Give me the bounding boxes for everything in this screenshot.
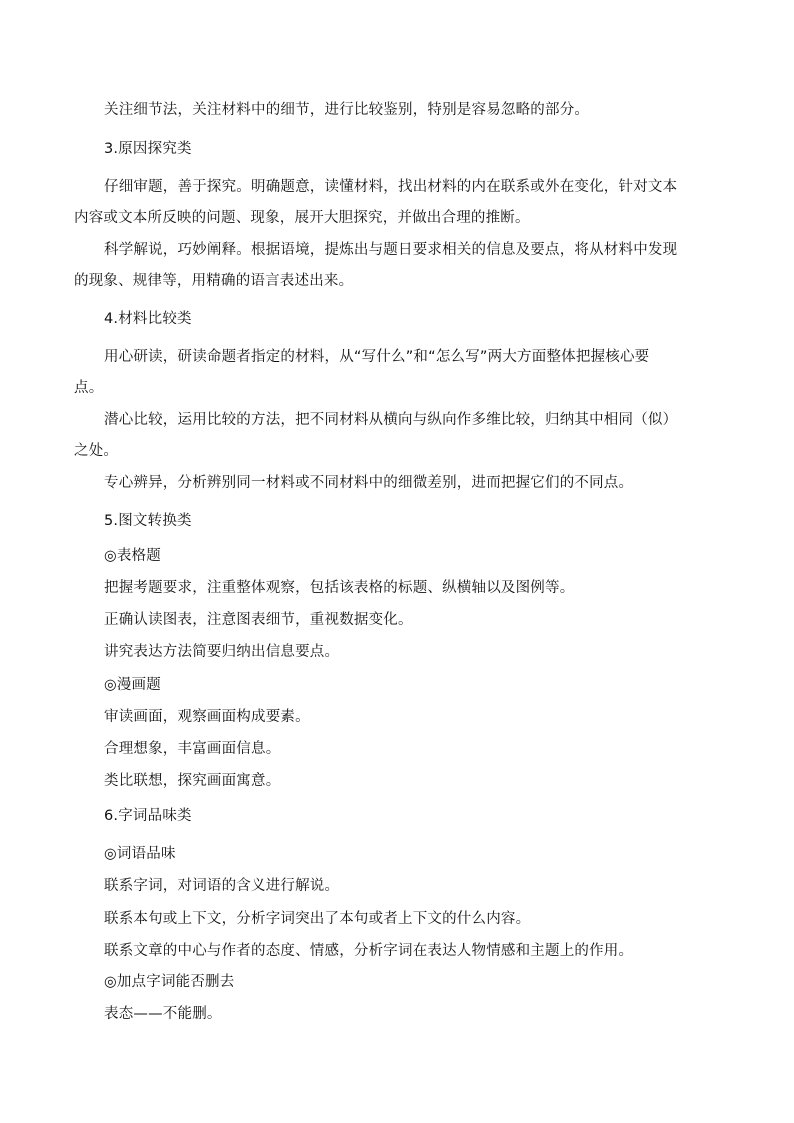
paragraph-table-1: 把握考题要求，注重整体观察，包括该表格的标题、纵横轴以及图例等。 — [104, 580, 575, 596]
paragraph-cartoon-3: 类比联想，探究画面寓意。 — [104, 773, 281, 789]
subheading-table-question: ◎表格题 — [104, 548, 161, 564]
paragraph-careful-reading-line2: 内容或文本所反映的问题、现象，展开大胆探究，并做出合理的推断。 — [74, 210, 530, 226]
paragraph-compare-line2: 之处。 — [74, 443, 119, 459]
paragraph-scientific-explain-line1: 科学解说，巧妙阐释。根据语境，提炼出与题日要求相关的信息及要点，将从材料中发现 — [104, 242, 678, 258]
heading-word-savoring: 6.字词品味类 — [104, 808, 192, 824]
paragraph-word-2: 联系本句或上下文，分析字词突出了本句或者上下文的什么内容。 — [104, 911, 531, 927]
paragraph-dotted-1: 表态——不能删。 — [104, 1006, 222, 1022]
paragraph-scientific-explain-line2: 的现象、规律等，用精确的语言表述出来。 — [74, 273, 354, 289]
paragraph-careful-reading-line1: 仔细审题，善于探究。明确题意，读懂材料，找出材料的内在联系或外在变化，针对文本 — [104, 179, 678, 195]
paragraph-distinguish: 专心辨异，分析辨别同一材料或不同材料中的细微差别，进而把握它们的不同点。 — [104, 475, 634, 491]
paragraph-cartoon-1: 审读画面，观察画面构成要素。 — [104, 709, 310, 725]
heading-graphic-conversion: 5.图文转换类 — [104, 513, 192, 529]
paragraph-table-3: 讲究表达方法简要归纳出信息要点。 — [104, 644, 340, 660]
heading-cause-inquiry: 3.原因探究类 — [104, 141, 192, 157]
heading-material-comparison: 4.材料比较类 — [104, 311, 192, 327]
subheading-dotted-words: ◎加点字词能否删去 — [104, 974, 235, 990]
paragraph-detail-method: 关注细节法，关注材料中的细节，进行比较鉴别，特别是容易忽略的部分。 — [104, 102, 590, 118]
paragraph-word-3: 联系文章的中心与作者的态度、情感，分析字词在表达人物情感和主题上的作用。 — [104, 943, 634, 959]
paragraph-table-2: 正确认读图表，注意图表细节，重视数据变化。 — [104, 612, 413, 628]
paragraph-study-line1: 用心研读，研读命题者指定的材料，从“写什么”和“怎么写”两大方面整体把握核心要 — [104, 349, 650, 365]
subheading-cartoon-question: ◎漫画题 — [104, 677, 161, 693]
subheading-word-savor: ◎词语品味 — [104, 846, 176, 862]
paragraph-cartoon-2: 合理想象，丰富画面信息。 — [104, 741, 281, 757]
paragraph-word-1: 联系字词，对词语的含义进行解说。 — [104, 878, 340, 894]
paragraph-compare-line1: 潜心比较，运用比较的方法，把不同材料从横向与纵向作多维比较，归纳其中相同（似） — [104, 412, 678, 428]
paragraph-study-line2: 点。 — [74, 380, 104, 396]
